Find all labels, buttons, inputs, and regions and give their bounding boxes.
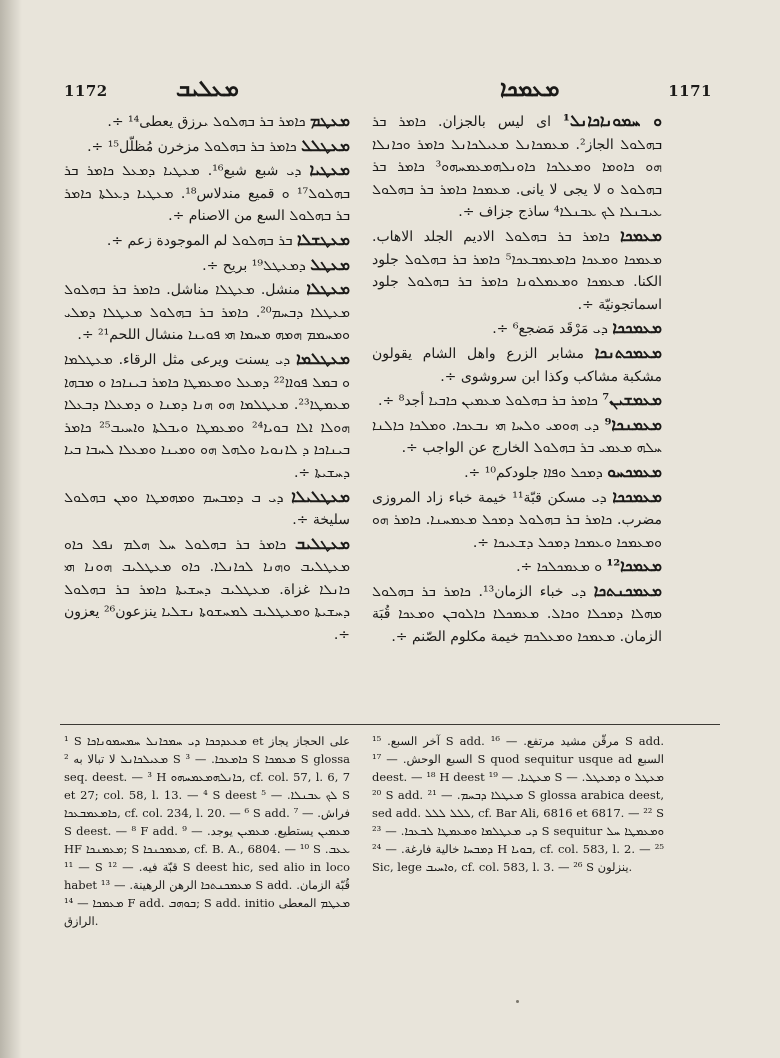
- entry-gloss: ܕܝ مَرْقَد مَضجع⁶ ÷.: [492, 321, 608, 338]
- entry-gloss: ܕܝ ܗܘܡܝ ܘܠܚܐ ܗܝ ܢܒܥܟܐ. ܘܡܠܟܐ ܟܐܠܢܐ ܚܠܗ ܡܥܡܝ ܒܪ ܒܗܠܘܠ الخارج عن الواجب ÷.: [372, 417, 662, 457]
- paper-speck: [516, 1000, 519, 1003]
- footnote-text: آخر السبع. ¹⁵ S add. مرقّن مشيد مرتفع. — ¹⁶ S add. السبع الوحش. — ¹⁷ S quod sequitur usque ad السبع deest. — ¹⁸ H deest ܡܥܛܝܐ. — ¹⁹ S ܡܥܛܠ ܘ ܕܡܥܛܠ. — ²⁰ S add. ܡܥܛܠܐ ܕܒܚܡ. — ²¹ S glossa arabica deest, sed add. ܠܠܠ ܠܠܠ, cf. Bar Ali, 6816 et 6817. — ²² S ܕܝ ܡܥܛܠܡܐ ܘܡܥܡܛܐ ܠܒܥܟܐ. — ²³ S sequitur ܘܡܥܡܛܐ ܚܠ ܕܡܒܚܐ خالية فارغة. — ²⁴ H ܒܘܝܐ, cf. col. 583, l. 2. — ²⁵ Sic, lege ܘܐܚܝܒ, cf. col. 583, l. 3. — ²⁶ S ينزلون.: [372, 734, 664, 874]
- entry-gloss: ܕܝ يسنت ويرعى مثل الرقاء. ܡܥܛܠܡܐ ܘ ܒܡܠ ܦܘܐܐ²² ܕܡܥܠ ܘܡܥܡܛܐ ܟܐܡܪ ܒܝܢܐܟܐ ܘ ܡܒܗܐ ܡܥܡܛܐ²³. ܡܥܛܠܡܐ ܗܘ ܗܢܐ ܕܡܢܐ ܘ ܕܡܥܠܐ ܕܒܥܠܐ ܗܘܠܐ ܐܠܐ ܒܘܝܐ²⁴ ܘܡܥܡܛܐ ܘܝܒܠܬܐ ܘܐܚܝܒ²⁵ ܟܐܡܪ ܒܝܢܐܟܐ ܕ ܠܐܢܘܝܐ ܘܠܗܠ ܗܘ ܘܡܝܢܐ ܘܡܥܠܐ ܠܚܒܐ ܒܝܐ ܕܚܫܝܬܐ ÷.: [64, 351, 350, 481]
- lexicon-entry: [372, 110, 662, 224]
- entry-headword: ܡܥܡܟܬܢܟܐ: [594, 342, 663, 362]
- footnote-divider: [60, 724, 720, 725]
- entry-gloss: ܘ ܡܥܡܟܠܟܐ ÷.: [516, 559, 603, 576]
- lexicon-entry: [372, 555, 662, 579]
- entry-gloss: ܕܝ خباء الزمان¹³. ܟܐܡܪ ܒܪ ܒܗܠܘܠ ܡܗܠܐ ܕܡܟܠܐ ܘܟܐܠ. ܡܥܡܟܠܐ ܟܐܠܘܒܢ ܘܡܥܟܐ قُبَة الزمان. ܡܥܡܟܐ ܘܡܥܠܟܡ خيمة مكلوم الصّنم ÷.: [372, 583, 662, 646]
- lexicon-entry: [64, 486, 350, 532]
- entry-gloss: ܕܝ شبع شبع¹⁶. ܡܥܛܝܐ ܕܡܥܠ ܟܐܡܪ ܒܪ ܒܗܠܘܠ¹⁷ ܘ قميع مندلاس¹⁸. ܡܥܛܝܐ ܕܥܠܬܐ ܟܐܡܪ ܒܪ ܒܗܠܘܠ السع من الاصنام ÷.: [64, 163, 350, 225]
- entry-headword: ܡܥܛܫܠܐ: [297, 229, 350, 249]
- entry-headword: ܡܥܛܠܡܐ: [296, 348, 351, 368]
- lexicon-entry: [372, 342, 662, 388]
- entry-gloss: مشابر الزرع واهل الشام يقولون مشكبة مشاكب وكذا ابن سروشوى ÷.: [372, 345, 662, 385]
- entry-headword: ܡܥܛܠܝܠܐ: [291, 486, 350, 506]
- footnotes-left: [64, 732, 350, 930]
- right-column: [372, 110, 662, 650]
- entry-headword: ܡܥܛܝܐ: [309, 160, 350, 180]
- entry-headword: ܡܥܛܠ: [310, 254, 350, 274]
- entry-headword: ܘ ܚܡܘܢܐܟܐܢܠ¹: [563, 111, 662, 130]
- entry-gloss: ܕܝ ܒ ܕܡܒܚܡ ܘܡܗܡܛܐ ܘܡܢ ܒܗܠܘܠ سليخة ÷.: [64, 489, 350, 529]
- left-column: [64, 110, 350, 648]
- entry-gloss: اى ليس بالجزان. ܟܐܡܪ ܒܪ ܒܗܠܘܠ الجاز². ܡܥܡܟܐܢܠ ܡܥܝܠܟܐܢܠ ܟܐܡܪ ܘܟܐܢܠܐ ܗܘ ܟܐܘܡܐ ܘܡܥܠܟܐ ܟܐܘܢܠܗܡܥܡܚܗܘ³ ܟܐܡܪ ܒܪ ܒܗܠܘܠ ܘ لا يجى لا يانى. ܡܥܡܟܐ ܟܐܡܪ ܒܪ ܒܗܠܘܠ ܥܝܒܢܠܐ ܠܟ ܥܒܢܠܐ⁴ ساذج جزاف ÷.: [372, 114, 662, 221]
- binding-gutter-shadow: [0, 0, 22, 1058]
- lexicon-entry: [372, 225, 662, 316]
- entry-gloss: ܟܐܡܪ ܒܪ ܒܗܠܘܠ ܡܥܡܝܢ ܟܐܒܝܐ أجد⁸ ÷.: [378, 393, 598, 410]
- lexicon-entry: [64, 159, 350, 228]
- entry-headword: ܡܥܡܟܢܬܟܐ: [593, 580, 662, 600]
- lexicon-entry: [64, 254, 350, 278]
- entry-gloss: منشل. ܡܥܛܠܐ مناشل. ܟܐܡܪ ܒܪ ܒܗܠܘܠ ܡܥܛܠܐ ܕܒܚܡ²⁰. ܟܐܡܪ ܒܪ ܒܗܠܘܠ ܡܥܛܠܐ ܕܡܠܝ ܘܡܚܡܡ ܗܡܗ ܡܚܡܐ ܗܝ ܦܘܝܢܐ منشال اللحم²¹ ÷.: [64, 282, 350, 344]
- entry-headword: ܡܥܡܟܐ: [620, 225, 662, 245]
- lexicon-entry: [64, 533, 350, 647]
- right-running-head: ܡܥܡܟܐ: [500, 76, 560, 102]
- entry-headword: ܡܥܛܠܝܒ: [295, 533, 350, 553]
- footnote-text: ¹ S ܡܥܥܕܟܟܐ ܕܝ ܚܡܟܐܢܠ ܚܡܚܡܘܢܐܟܐ et على الحجاز يجاز ܡܥܝܠܟܐܢܠ لا تبالا به ² S ܟܐܡܥܟܐ. — ³ S ܡܥܡܟܐ S glossa seq. deest. — ³ H ܟܐܢܠܗܡܥܡܚܗܘ, cf. col. 57, l. 6, 7 et 27; col. 58, l. 13. — ⁴ S deest ܠܟ ܥܒܢܠܐ. — ⁵ S ܟܐܡܥܡܒܥܟܐ, cf. col. 234, l. 20. — ⁶ S add. فراش. — ⁷ S deest. — ⁸ F add. ܡܥܡܝܢ يستطيع. ܡܥܡܝܢ يوجد. — ⁹ HF ܡܥܡܢܟܐ; S ܡܥܡܟܢܟܐ, cf. B. A., 6804. — ¹⁰ S ܥܥܒ. — ¹¹ S قبّة فيه. — ¹² S deest hic, sed alio in loco habet ܡܥܡܟܢܬܟܐ الرهن الرهينة. — ¹³ S add. قُبّة الزمان. ܡܥܡܟܐ — ¹⁴ F add. ܒܘܗܒ; S add. initio ܡܥܛܡ المعطى الرازق.: [64, 734, 351, 928]
- lexicon-entry: [372, 414, 662, 460]
- lexicon-entry: [372, 580, 662, 649]
- entry-headword: ܡܥܡܢܟܐ⁹: [604, 414, 663, 434]
- lexicon-entry: [372, 389, 662, 413]
- entry-gloss: ܕܝ مسكن قبّة¹¹ خيمة خباء زاد المروزى مضرب. ܟܐܡܪ ܒܪ ܒܗܠܘܠ ܕܡܟܠ ܡܥܡܚܢܐ. ܟܐܡܪ ܗܘ ܘܡܥܡܟܐ ܘܥܡܟܐ ܕܡܟܠ ܕܫܥܝܟܐ ÷.: [372, 489, 662, 551]
- entry-gloss: ܒܪ ܒܗܠܘܠ لم الموجودة زعم ÷.: [106, 232, 293, 249]
- entry-headword: ܡܥܛܠܐ: [306, 279, 351, 299]
- right-page-number: 1171: [668, 82, 712, 100]
- lexicon-entry: [64, 135, 350, 159]
- left-running-head: ܡܥܠܝܒ: [176, 76, 239, 102]
- entry-gloss: ܕܡܥܛܠ¹⁹ بريح ÷.: [202, 257, 306, 274]
- left-page-number: 1172: [64, 82, 108, 100]
- entry-headword: ܡܥܡܟܐ¹²: [606, 556, 662, 576]
- lexicon-entry: [64, 110, 350, 134]
- entry-headword: ܡܥܛܠܠ: [301, 135, 350, 155]
- entry-headword: ܡܥܡܟܟܐ: [612, 318, 662, 338]
- lexicon-entry: [372, 486, 662, 555]
- entry-gloss: ܟܐܡܪ ܒܪ ܒܗܠܘܠ الاديم الجلد الاهاب. ܡܥܡܟܐ ܘܡܥܟܐ ܟܐܡܥܡܒܥܟܐ⁵ ܟܐܡܪ ܒܪ ܒܗܠܘܠ جلود الكنا. ܡܥܡܟܐ ܘܡܥܡܠܘܢܐ ܟܐܡܪ ܒܪ ܒܗܠܘܠ جلود اسماتجونيّة ÷.: [372, 228, 662, 313]
- entry-gloss: ܕܡܟܠ ܘܦܐܐ جلودكم¹⁰ ÷.: [464, 464, 603, 481]
- lexicon-entry: [64, 278, 350, 347]
- footnotes-right: [372, 732, 664, 876]
- lexicon-entry: [64, 348, 350, 485]
- entry-headword: ܡܥܡܟܟܐ: [612, 486, 662, 506]
- entry-gloss: ܟܐܡܪ ܒܪ ܒܗܠܘܠ ܚܠ ܗܠܡ ܢܦܠ ܟܐܘ ܡܥܛܠܝܒ ܘܗܢܐ ܠܟܐܢܠܐ. ܟܐܘ ܡܥܛܠܝܒ ܗܘܢܐ ܗܝ ܟܐܢܠܐ غزاة. ܡܥܛܠܝܒ ܕܚܫܝܬܐ ܟܐܡܪ ܒܪ ܒܗܠܘܠ ܕܚܫܝܬܐ ܘܡܥܛܠܝܒ ܠܡܚܫܘܬܐ ܢܫܠܝܐ ينزعون²⁶ يعزون ÷.: [64, 536, 350, 644]
- entry-headword: ܡܥܡܫܝܢ⁷: [602, 390, 662, 410]
- entry-gloss: ܟܐܡܪ ܒܪ ܒܗܠܘܠ ܝرزق يعطى¹⁴ ÷.: [107, 114, 306, 130]
- lexicon-entry: [372, 317, 662, 341]
- entry-headword: ܡܥܡܟܚܘ: [607, 461, 662, 481]
- lexicon-entry: [372, 461, 662, 485]
- lexicon-entry: [64, 229, 350, 253]
- entry-gloss: ܟܐܡܪ ܒܪ ܒܗܠܘܠ مزخرن مُظلّل¹⁵ ÷.: [87, 138, 297, 155]
- entry-headword: ܡܥܛܡ: [310, 111, 350, 130]
